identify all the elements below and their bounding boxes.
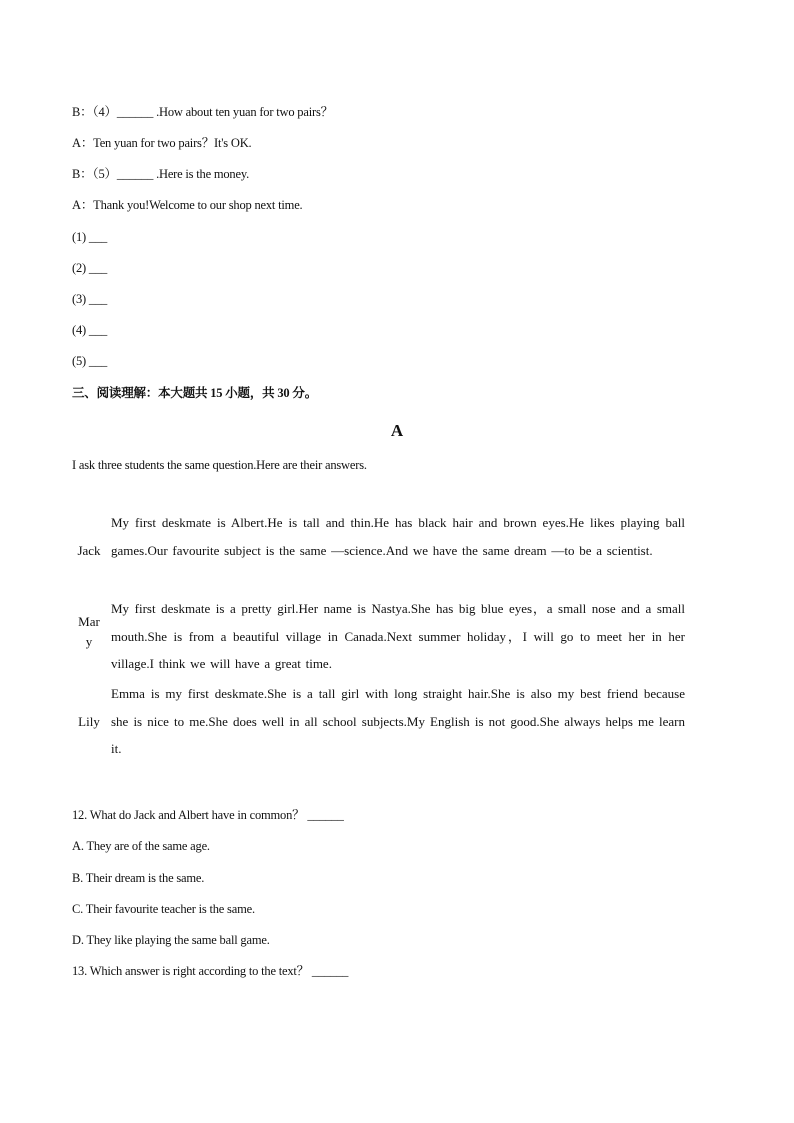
student-answer-jack: My first deskmate is Albert.He is tall and thin.He has black hair and brown eyes.He likes playing ball games.Our favourite subject is the same —science.And we have the same dream —to be a scientist. [111, 515, 685, 558]
dialogue-line: B：（4）______ .How about ten yuan for two pairs？ [72, 105, 333, 119]
dialogue-line: A：Thank you!Welcome to our shop next time. [72, 198, 303, 212]
student-answer-mary: My first deskmate is a pretty girl.Her name is Nastya.She has big blue eyes，a small nose and a small mouth.She is from a beautiful village in Canada.Next summer holiday，I will go to meet her in her village.I think we will have a great time. [111, 601, 685, 671]
passage-intro: I ask three students the same question.Here are their answers. [72, 458, 367, 472]
student-name-jack: Jack [77, 543, 101, 558]
passage-title: A [390, 421, 404, 440]
question-stem: 13. Which answer is right according to the text？ ______ [72, 964, 349, 978]
question-option: A. They are of the same age. [72, 839, 210, 853]
answer-blank: (1) ___ [72, 230, 108, 244]
question-option: D. They like playing the same ball game. [72, 933, 270, 947]
section-heading: 三、阅读理解：本大题共 15 小题，共 30 分。 [72, 386, 318, 400]
answer-blank: (2) ___ [72, 261, 108, 275]
answer-blank: (4) ___ [72, 323, 108, 337]
dialogue-line: A：Ten yuan for two pairs？It's OK. [72, 136, 252, 150]
student-name-lily: Lily [78, 714, 100, 729]
question-option: B. Their dream is the same. [72, 871, 205, 885]
answer-blank: (3) ___ [72, 292, 108, 306]
question-option: C. Their favourite teacher is the same. [72, 902, 255, 916]
answer-blank: (5) ___ [72, 354, 108, 368]
dialogue-line: B：（5）______ .Here is the money. [72, 167, 249, 181]
question-stem: 12. What do Jack and Albert have in common？ ______ [72, 808, 344, 822]
student-answer-lily: Emma is my first deskmate.She is a tall girl with long straight hair.She is also my best friend because she is nice to me.She does well in all school subjects.My English is not good.She always helps me learn it. [111, 686, 685, 756]
student-name-mary: Mar y [78, 614, 100, 649]
